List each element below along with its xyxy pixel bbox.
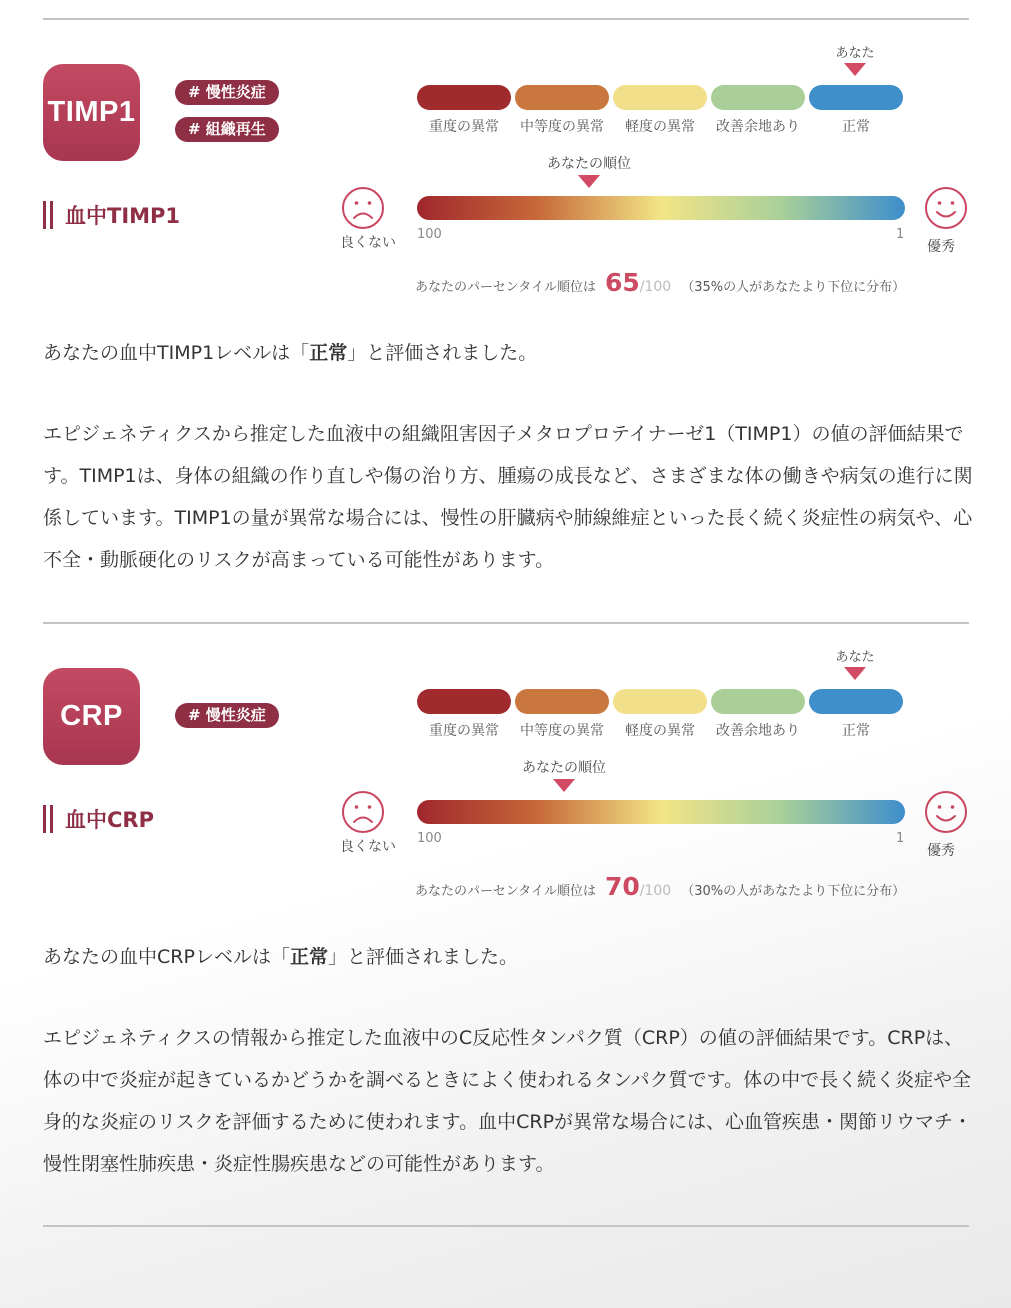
you-label: あなた [835, 46, 875, 61]
category-bar-mild [613, 689, 707, 714]
smile-face-icon [924, 790, 968, 834]
eval-result: 正常 [309, 342, 348, 364]
category-label-mild: 軽度の異常 [625, 119, 695, 135]
bad-label: 良くない [340, 839, 396, 855]
percentile-value: 65 [604, 268, 640, 297]
percentile-value: 70 [604, 872, 640, 901]
you-marker-icon [844, 63, 866, 76]
scale-left-value: 100 [417, 227, 442, 242]
section-heading [43, 200, 180, 230]
category-label-severe: 重度の異常 [429, 119, 499, 135]
percentile-prefix: あなたのパーセンタイル順位は [415, 884, 596, 899]
good-label: 優秀 [927, 843, 955, 859]
category-label-improvable: 改善余地あり [716, 723, 800, 739]
eval-middle: レベルは「 [214, 342, 310, 364]
section-heading-text: 血中CRP [65, 808, 154, 832]
eval-suffix: 」と評価されました。 [347, 342, 538, 364]
percentile-gradient-bar [417, 196, 905, 220]
category-bar-improvable [711, 689, 805, 714]
category-label-severe: 重度の異常 [429, 723, 499, 739]
percentile-denominator: /100 [639, 883, 672, 899]
category-label-improvable: 改善余地あり [716, 119, 800, 135]
biomarker-badge: CRP [43, 668, 140, 765]
good-label: 優秀 [927, 239, 955, 255]
category-label-mild: 軽度の異常 [625, 723, 695, 739]
description-paragraph: エピジェネティクスの情報から推定した血液中のC反応性タンパク質（CRP）の値の評価結果です。CRPは、体の中で炎症が起きているかどうかを調べるときによく使われるタンパク質です。体の中で長く続く炎症や全身的な炎症のリスクを評価するために使われます。血中CRPが異常な場合には、心血管疾患・関節リウマチ・慢性閉塞性肺疾患・炎症性腸疾患などの可能性があります。 [43, 1027, 973, 1175]
category-bar-moderate [515, 689, 609, 714]
category-bar-moderate [515, 85, 609, 110]
eval-suffix: 」と評価されました。 [327, 946, 518, 968]
heading-bar-icon [43, 201, 55, 229]
category-bar-severe [417, 689, 511, 714]
percentile-prefix: あなたのパーセンタイル順位は [415, 280, 596, 295]
sad-face-icon [341, 186, 385, 230]
bad-label: 良くない [340, 235, 396, 251]
description-paragraph: エピジェネティクスから推定した血液中の組織阻害因子メタロプロテイナーゼ1（TIMP1）の値の評価結果です。TIMP1は、身体の組織の作り直しや傷の治り方、腫瘍の成長など、さまざまな体の働きや病気の進行に関係しています。TIMP1の量が異常な場合には、慢性の肝臓病や肺線維症といった長く続く炎症性の病気や、心不全・動脈硬化のリスクが高まっている可能性があります。 [43, 423, 973, 571]
section-heading [43, 804, 154, 834]
rank-label: あなたの順位 [547, 156, 631, 172]
category-bar-improvable [711, 85, 805, 110]
percentile-summary [415, 268, 905, 302]
rank-marker-icon [578, 175, 600, 188]
you-label: あなた [835, 650, 875, 665]
eval-result: 正常 [289, 946, 328, 968]
tag-tissue-regeneration: # 組織再生 [175, 117, 279, 142]
eval-prefix: あなたの [43, 342, 120, 364]
biomarker-badge: TIMP1 [43, 64, 140, 161]
rank-marker-icon [553, 779, 575, 792]
heading-bar-icon [43, 805, 55, 833]
evaluation-text [43, 338, 537, 365]
category-bar-normal [809, 85, 903, 110]
category-label-normal: 正常 [842, 723, 870, 739]
category-bar-severe [417, 85, 511, 110]
eval-middle: レベルは「 [194, 946, 290, 968]
eval-subject: 血中CRP [119, 946, 195, 968]
tag-chronic-inflammation: # 慢性炎症 [175, 80, 279, 105]
category-bar-mild [613, 85, 707, 110]
scale-right-value: 1 [896, 227, 905, 242]
evaluation-text [43, 942, 518, 969]
percentile-note: （35%の人があなたより下位に分布） [681, 280, 906, 295]
smile-face-icon [924, 186, 968, 230]
tag-chronic-inflammation: # 慢性炎症 [175, 703, 279, 728]
percentile-note: （30%の人があなたより下位に分布） [681, 884, 906, 899]
scale-left-value: 100 [417, 831, 442, 846]
rank-label: あなたの順位 [522, 760, 606, 776]
percentile-denominator: /100 [639, 279, 672, 295]
percentile-summary [415, 872, 905, 906]
eval-subject: 血中TIMP1 [119, 342, 215, 364]
biomarker-section-timp1 [0, 20, 1011, 624]
category-bar-normal [809, 689, 903, 714]
category-label-moderate: 中等度の異常 [520, 723, 604, 739]
eval-prefix: あなたの [43, 946, 120, 968]
section-heading-text: 血中TIMP1 [65, 204, 181, 228]
scale-right-value: 1 [896, 831, 905, 846]
category-label-moderate: 中等度の異常 [520, 119, 604, 135]
category-label-normal: 正常 [842, 119, 870, 135]
biomarker-section-crp [0, 624, 1011, 1228]
sad-face-icon [341, 790, 385, 834]
divider-bottom [43, 1225, 969, 1227]
percentile-gradient-bar [417, 800, 905, 824]
you-marker-icon [844, 667, 866, 680]
